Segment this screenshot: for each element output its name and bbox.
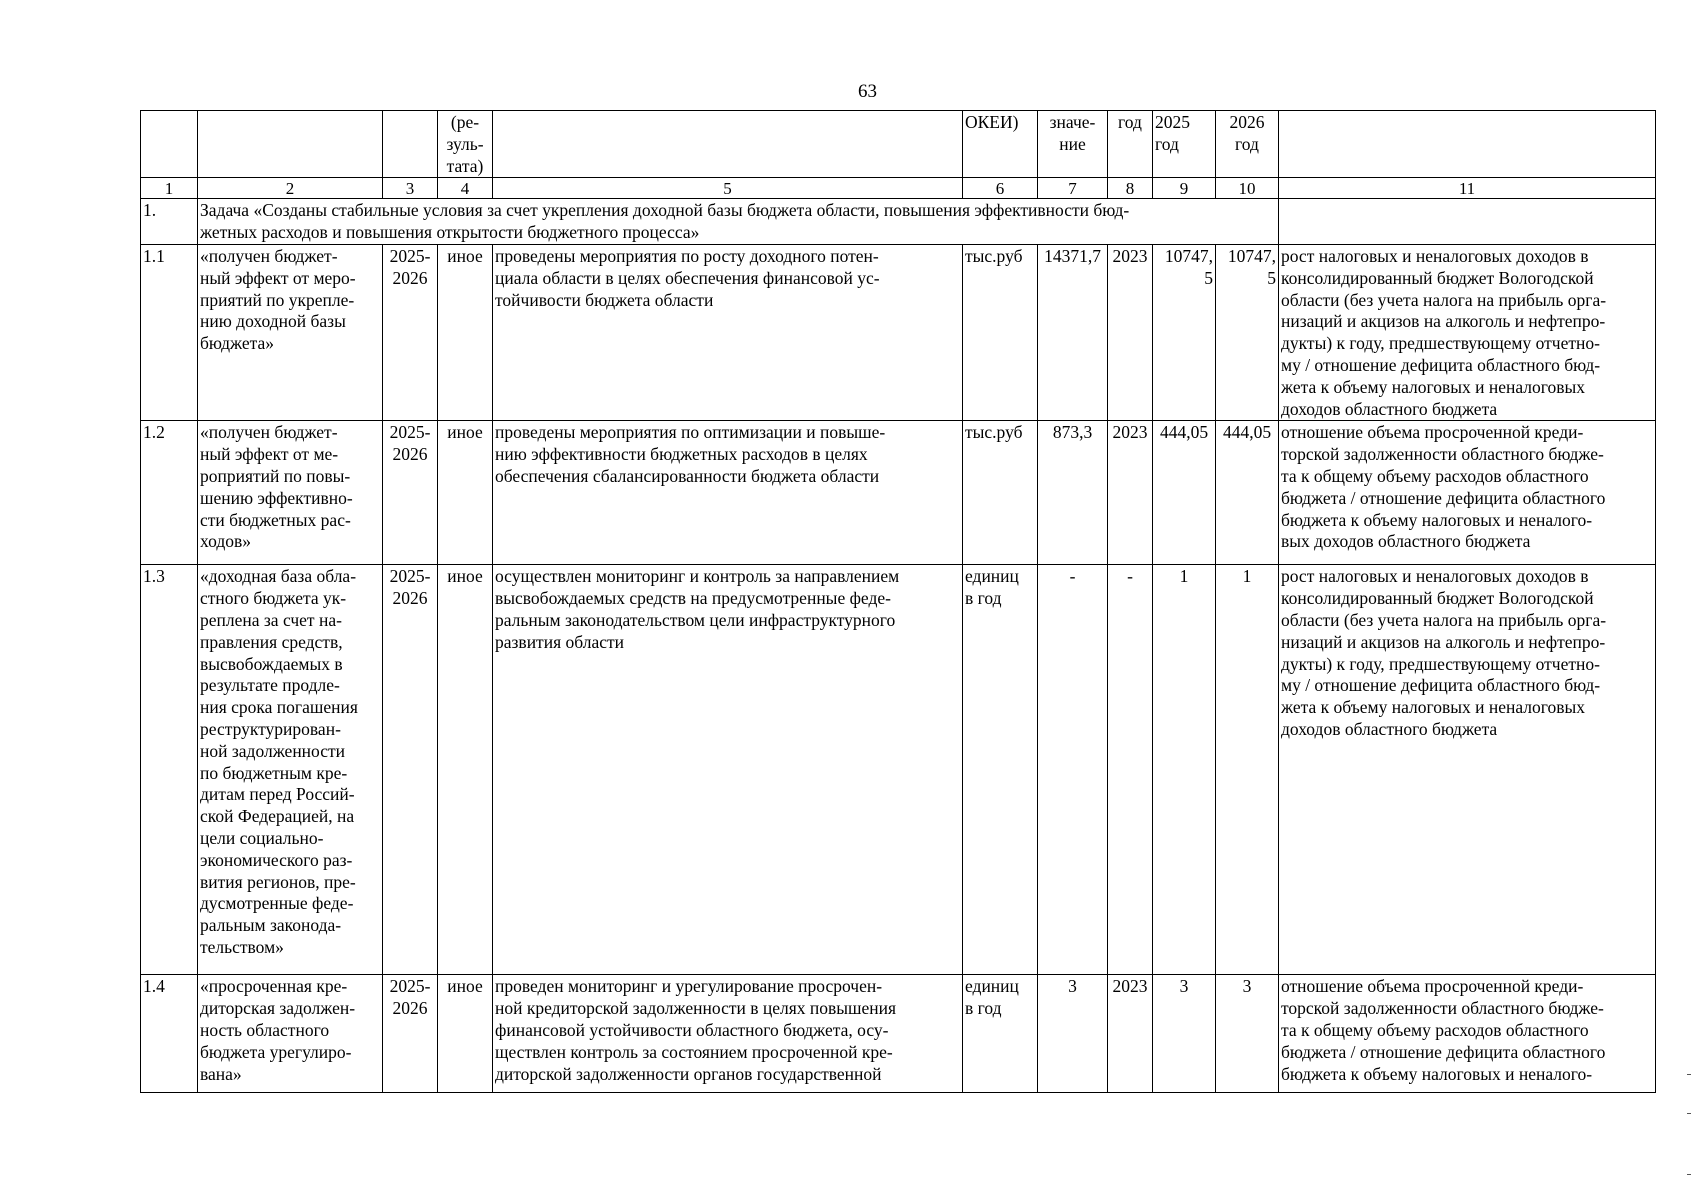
row-number: 1.3: [141, 565, 198, 975]
result-cell: «просроченная кре- диторская задолжен- ность областного бюджета урегулиро- вана»: [198, 975, 383, 1093]
relation-cell: рост налоговых и неналоговых доходов в консолидированный бюджет Вологодской области (без учета налога на прибыль орга- низаций и акцизов на алкоголь и нефтепро- дукты) к году, предшествующему отчетно- му / отношение дефицита областного бюд- жета к объему налоговых и неналоговых доходов областного бюджета: [1279, 565, 1656, 975]
period-cell: 2025- 2026: [383, 975, 438, 1093]
type-cell: иное: [438, 421, 493, 565]
indicators-table: [140, 110, 1656, 1093]
column-number: 5: [493, 178, 963, 199]
period-cell: 2025- 2026: [383, 565, 438, 975]
table-row: [141, 421, 1656, 565]
measures-cell: осуществлен мониторинг и контроль за направлением высвобождаемых средств на предусмотренные феде- ральным законодательством цели инфраструктурного развития области: [493, 565, 963, 975]
measures-cell: проведен мониторинг и урегулирование просрочен- ной кредиторской задолженности в целях повышения финансовой устойчивости областного бюджета, осу- ществлен контроль за состоянием просроченной кре- диторской задолженности органов государственной: [493, 975, 963, 1093]
header-cell-2025: 2025 год: [1153, 111, 1216, 178]
header-cell: [383, 111, 438, 178]
page-number: 63: [858, 81, 877, 102]
header-cell: [198, 111, 383, 178]
result-cell: «получен бюджет- ный эффект от меро- приятий по укрепле- нию доходной базы бюджета»: [198, 244, 383, 420]
relation-cell: отношение объема просроченной креди- торской задолженности областного бюдже- та к общему объему расходов областного бюджета / отношение дефицита областного бюджета к объему налоговых и неналого- вых доходов областного бюджета: [1279, 421, 1656, 565]
base-value-cell: -: [1038, 565, 1108, 975]
header-cell-year: год: [1108, 111, 1153, 178]
value-2026-cell: 1: [1216, 565, 1279, 975]
base-year-cell: 2023: [1108, 244, 1153, 420]
column-number: 11: [1279, 178, 1656, 199]
unit-cell: единиц в год: [963, 565, 1038, 975]
base-value-cell: 3: [1038, 975, 1108, 1093]
column-number: 10: [1216, 178, 1279, 199]
column-number: 3: [383, 178, 438, 199]
row-number: 1.1: [141, 244, 198, 420]
column-number: 4: [438, 178, 493, 199]
value-2025-cell: 444,05: [1153, 421, 1216, 565]
type-cell: иное: [438, 975, 493, 1093]
table-row: [141, 244, 1656, 420]
result-cell: «доходная база обла- стного бюджета ук- реплена за счет на- правления средств, высвобождаемых в результате продле- ния срока погашения реструктурирован- ной задолженности по бюджетным кре- дитам перед Россий- ской Федерацией, на цели социально- экономического раз- вития регионов, пре- дусмотренные феде- ральным законода- тельством»: [198, 565, 383, 975]
header-cell-okei: ОКЕИ): [963, 111, 1038, 178]
base-year-cell: -: [1108, 565, 1153, 975]
type-cell: иное: [438, 244, 493, 420]
task-text: Задача «Созданы стабильные условия за счет укрепления доходной базы бюджета области, повышения эффективности бюд- жетных расходов и повышения открытости бюджетного процесса»: [198, 199, 1279, 245]
period-cell: 2025- 2026: [383, 244, 438, 420]
row-number: 1.2: [141, 421, 198, 565]
header-row: [141, 111, 1656, 178]
header-cell: [493, 111, 963, 178]
column-number: 2: [198, 178, 383, 199]
column-number: 6: [963, 178, 1038, 199]
task-number: 1.: [141, 199, 198, 245]
column-number: 9: [1153, 178, 1216, 199]
unit-cell: единиц в год: [963, 975, 1038, 1093]
header-cell-result: (ре- зуль- тата): [438, 111, 493, 178]
task-row: [141, 199, 1656, 245]
base-year-cell: 2023: [1108, 421, 1153, 565]
value-2025-cell: 10747, 5: [1153, 244, 1216, 420]
value-2026-cell: 3: [1216, 975, 1279, 1093]
table-row: [141, 975, 1656, 1093]
column-number-row: [141, 178, 1656, 199]
column-number: 7: [1038, 178, 1108, 199]
header-cell: [1279, 111, 1656, 178]
header-cell-value: значе- ние: [1038, 111, 1108, 178]
header-cell: [141, 111, 198, 178]
base-value-cell: 14371,7: [1038, 244, 1108, 420]
row-number: 1.4: [141, 975, 198, 1093]
column-number: 8: [1108, 178, 1153, 199]
value-2026-cell: 444,05: [1216, 421, 1279, 565]
table-row: [141, 565, 1656, 975]
scan-artifact: [1687, 1074, 1691, 1114]
base-year-cell: 2023: [1108, 975, 1153, 1093]
measures-cell: проведены мероприятия по оптимизации и повыше- нию эффективности бюджетных расходов в целях обеспечения сбалансированности бюджета области: [493, 421, 963, 565]
column-number: 1: [141, 178, 198, 199]
base-value-cell: 873,3: [1038, 421, 1108, 565]
header-cell-2026: 2026 год: [1216, 111, 1279, 178]
value-2025-cell: 3: [1153, 975, 1216, 1093]
value-2026-cell: 10747, 5: [1216, 244, 1279, 420]
unit-cell: тыс.руб: [963, 421, 1038, 565]
value-2025-cell: 1: [1153, 565, 1216, 975]
relation-cell: рост налоговых и неналоговых доходов в консолидированный бюджет Вологодской области (без учета налога на прибыль орга- низаций и акцизов на алкоголь и нефтепро- дукты) к году, предшествующему отчетно- му / отношение дефицита областного бюд- жета к объему налоговых и неналоговых доходов областного бюджета: [1279, 244, 1656, 420]
task-empty-cell: [1279, 199, 1656, 245]
type-cell: иное: [438, 565, 493, 975]
unit-cell: тыс.руб: [963, 244, 1038, 420]
period-cell: 2025- 2026: [383, 421, 438, 565]
scan-artifact: [1687, 1174, 1691, 1175]
result-cell: «получен бюджет- ный эффект от ме- роприятий по повы- шению эффективно- сти бюджетных рас- ходов»: [198, 421, 383, 565]
measures-cell: проведены мероприятия по росту доходного потен- циала области в целях обеспечения финансовой ус- тойчивости бюджета области: [493, 244, 963, 420]
relation-cell: отношение объема просроченной креди- торской задолженности областного бюдже- та к общему объему расходов областного бюджета / отношение дефицита областного бюджета к объему налоговых и неналого-: [1279, 975, 1656, 1093]
